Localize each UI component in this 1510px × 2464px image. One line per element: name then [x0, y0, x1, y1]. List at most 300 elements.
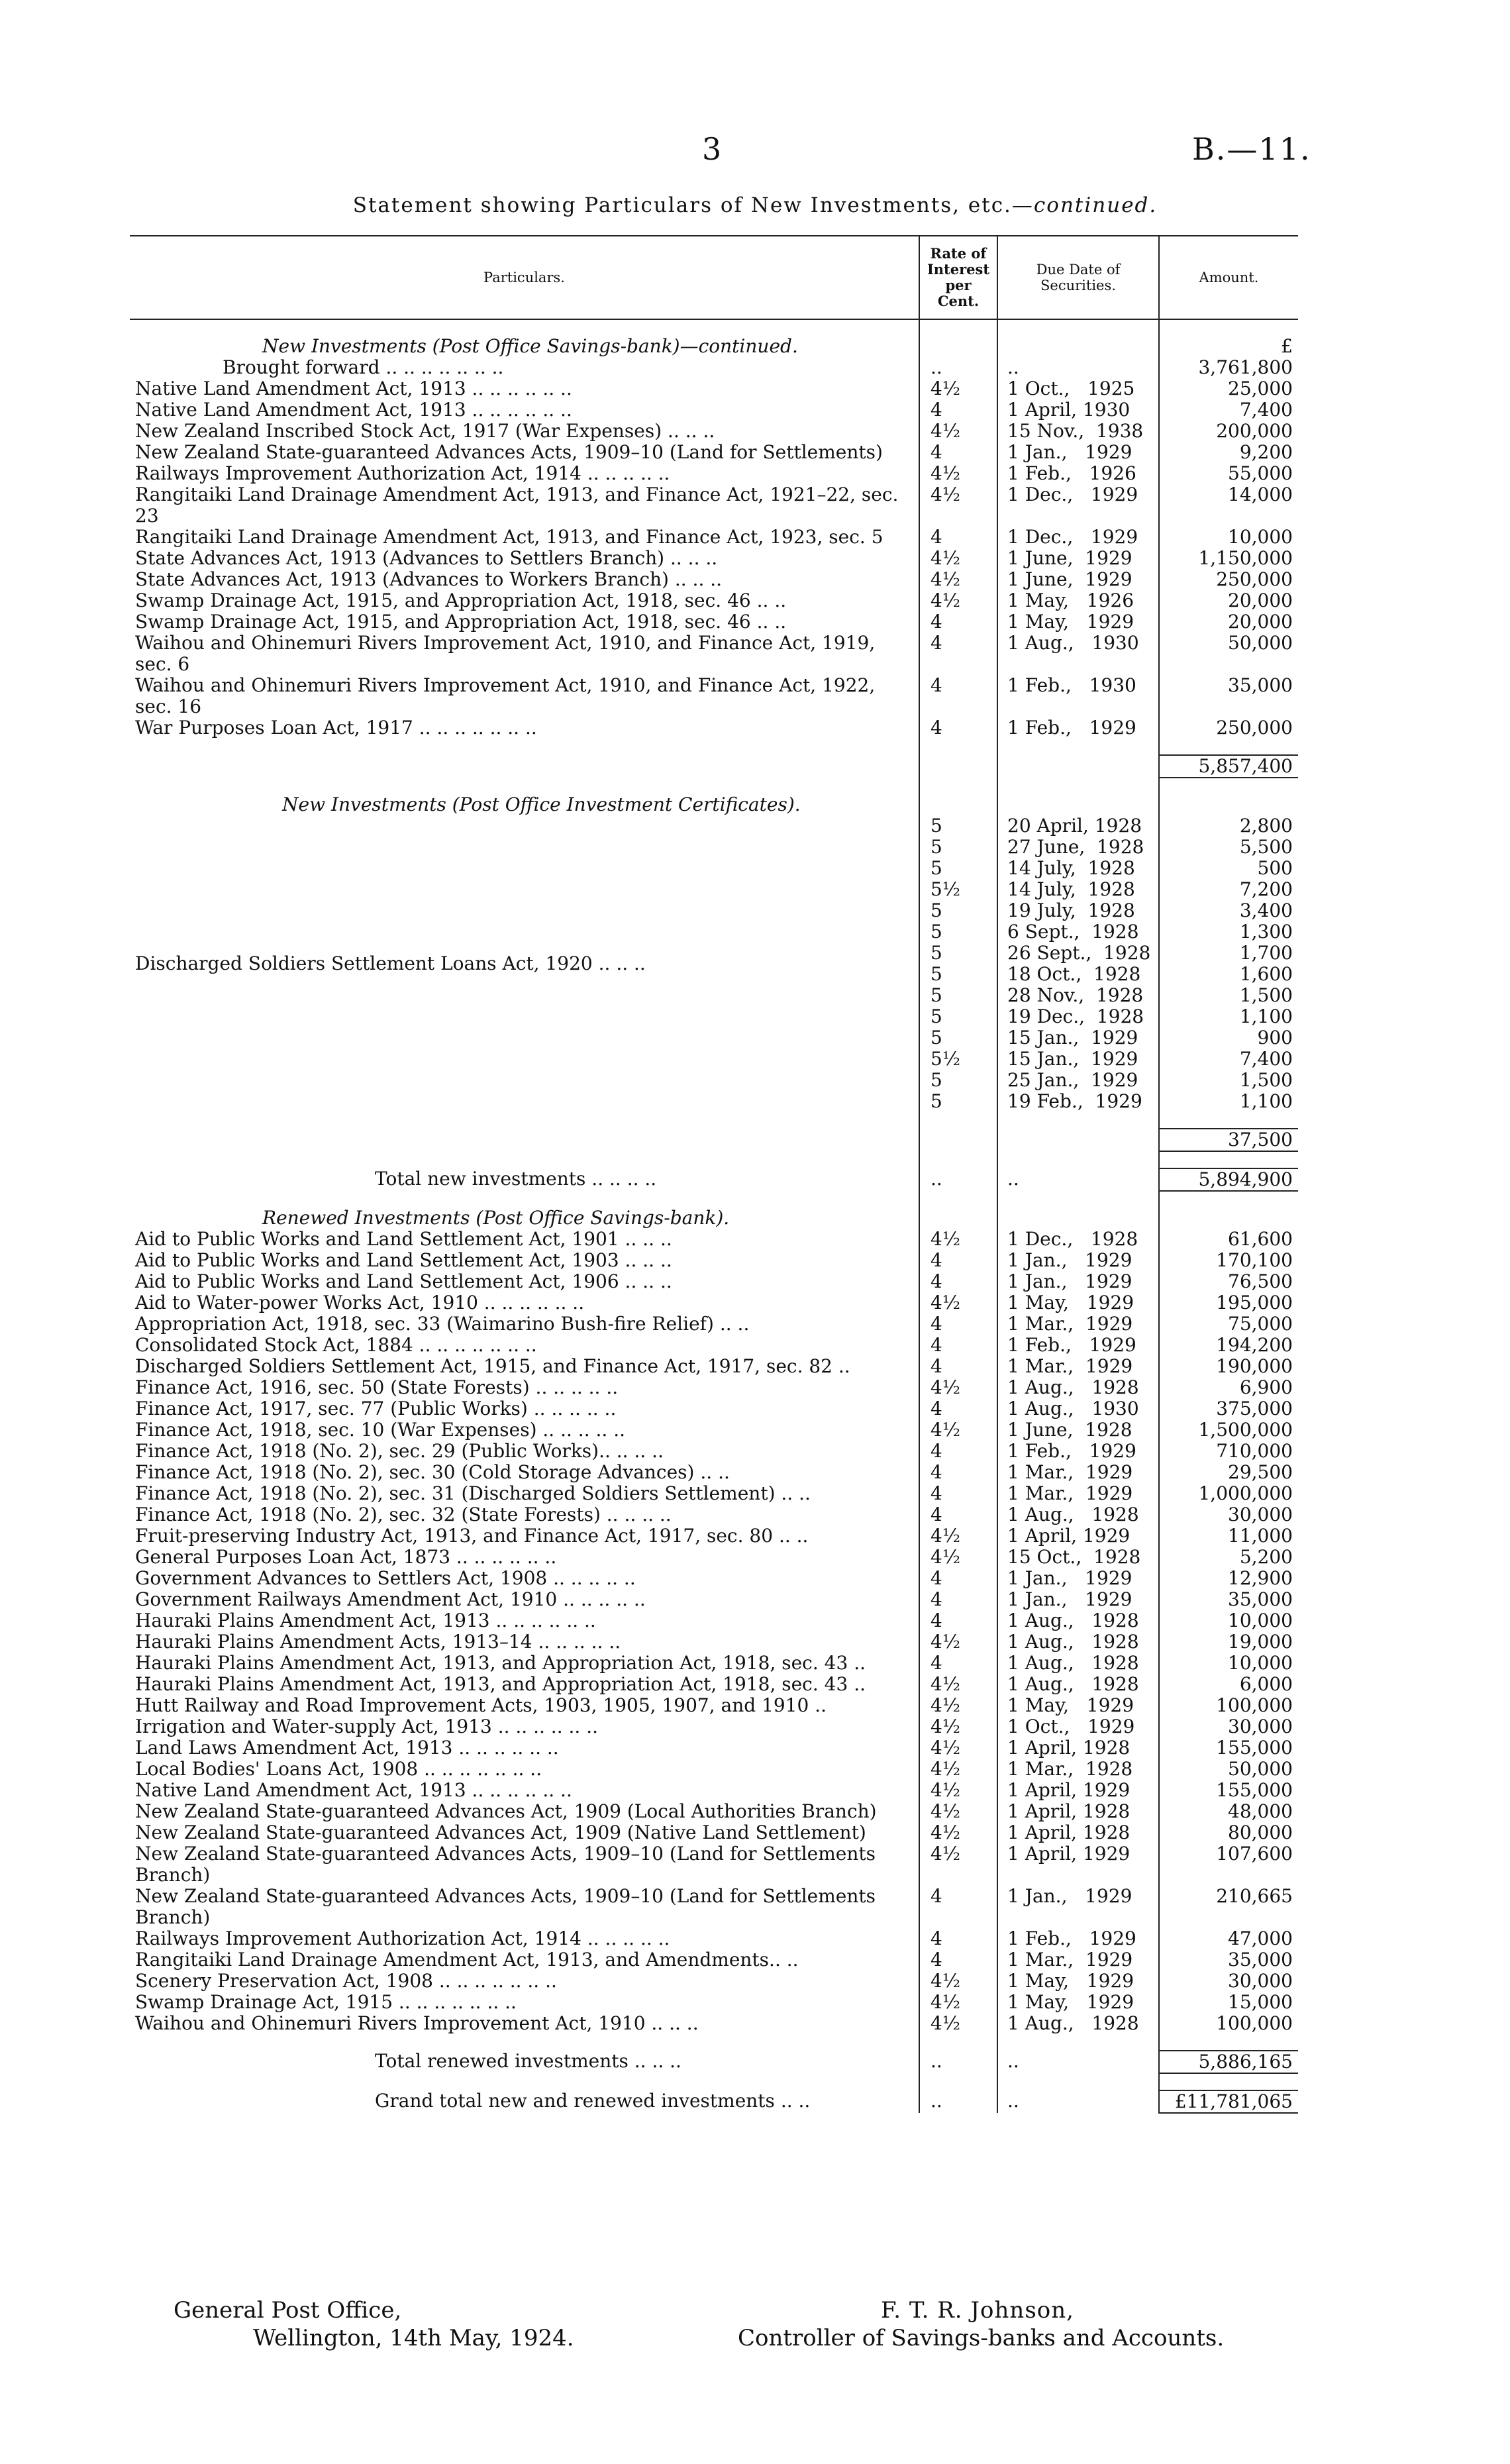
- table-row: [130, 1674, 1298, 1695]
- particulars-cell: War Purposes Loan Act, 1917 .. .. .. .. .. .. ..: [135, 717, 537, 739]
- due-cell: 26 Sept., 1928: [997, 943, 1159, 964]
- particulars-cell: Swamp Drainage Act, 1915, and Appropriation Act, 1918, sec. 46 .. ..: [135, 590, 787, 611]
- particulars-cell: Government Railways Amendment Act, 1910 .. .. .. .. ..: [135, 1588, 646, 1610]
- table-row: [130, 378, 1298, 399]
- section-heading-row: [130, 1207, 1298, 1229]
- table-row: [130, 815, 1298, 837]
- amount-cell: 900: [1159, 1027, 1298, 1049]
- rate-cell: 4½: [919, 378, 997, 399]
- table-row: [130, 548, 1298, 569]
- due-cell: 1 May, 1929: [997, 1992, 1159, 2013]
- particulars-cell: Waihou and Ohinemuri Rivers Improvement Act, 1910, and Finance Act, 1919, sec. 6: [135, 632, 876, 675]
- amount-cell: 1,600: [1159, 964, 1298, 985]
- spacer: [997, 1191, 1159, 1207]
- rate-cell: 4½: [919, 1971, 997, 1992]
- section-heading: New Investments (Post Office Investment Certificates).: [282, 794, 801, 815]
- table-row: [130, 1992, 1298, 2013]
- blank: [997, 755, 1159, 778]
- rate-cell: 4: [919, 1483, 997, 1504]
- rate-cell: 4½: [919, 1716, 997, 1737]
- particulars-cell: Hauraki Plains Amendment Act, 1913, and Appropriation Act, 1918, sec. 43 ..: [135, 1673, 866, 1695]
- due-cell: 15 Jan., 1929: [997, 1027, 1159, 1049]
- spacer: [997, 319, 1159, 336]
- currency-symbol: £: [1159, 336, 1298, 357]
- amount-cell: 55,000: [1159, 463, 1298, 484]
- particulars-cell: Discharged Soldiers Settlement Act, 1915, and Finance Act, 1917, sec. 82 ..: [135, 1355, 850, 1377]
- rate-cell: 4: [919, 442, 997, 463]
- due-cell: 1 Jan., 1929: [997, 1886, 1159, 1928]
- blank: [997, 1129, 1159, 1151]
- blank: [130, 1129, 919, 1151]
- spacer-row: [130, 2034, 1298, 2051]
- rate-cell: 4: [919, 1568, 997, 1589]
- due-cell: 1 Oct., 1929: [997, 1716, 1159, 1737]
- due-cell: 1 Aug., 1928: [997, 1674, 1159, 1695]
- amount-cell: 50,000: [1159, 1759, 1298, 1780]
- amount-cell: [1159, 794, 1298, 815]
- rate-cell: 5: [919, 1070, 997, 1091]
- due-cell: 1 Aug., 1928: [997, 1631, 1159, 1653]
- spacer: [130, 1151, 919, 1168]
- spacer: [1159, 739, 1298, 755]
- due-cell: 1 Mar., 1928: [997, 1759, 1159, 1780]
- rate-cell: 4½: [919, 1525, 997, 1547]
- due-cell: 1 April, 1928: [997, 1737, 1159, 1759]
- due-cell: 1 Dec., 1929: [997, 484, 1159, 527]
- rate-cell: ..: [919, 2051, 997, 2073]
- page-number: 3: [702, 131, 722, 167]
- due-cell: 1 Mar., 1929: [997, 1462, 1159, 1483]
- amount-cell: 50,000: [1159, 633, 1298, 675]
- rate-cell: 4½: [919, 484, 997, 527]
- due-cell: 1 Feb., 1929: [997, 1335, 1159, 1356]
- grand-total-row: [130, 2090, 1298, 2113]
- due-cell: 18 Oct., 1928: [997, 964, 1159, 985]
- rate-cell: [919, 794, 997, 815]
- amount-cell: 155,000: [1159, 1737, 1298, 1759]
- due-cell: 1 Feb., 1930: [997, 675, 1159, 717]
- due-cell: 27 June, 1928: [997, 837, 1159, 858]
- spacer: [1159, 1191, 1298, 1207]
- amount-cell: 10,000: [1159, 1653, 1298, 1674]
- particulars-cell: Swamp Drainage Act, 1915, and Appropriation Act, 1918, sec. 46 .. ..: [135, 611, 787, 633]
- rate-cell: 5: [919, 815, 997, 837]
- particulars-cell: New Zealand State-guaranteed Advances Acts, 1909–10 (Land for Settlements): [135, 441, 883, 463]
- total-new-amount: 5,894,900: [1159, 1168, 1298, 1191]
- rate-cell: 4: [919, 1313, 997, 1335]
- due-cell: 1 May, 1929: [997, 1695, 1159, 1716]
- particulars-cell: Consolidated Stock Act, 1884 .. .. .. .. .. .. ..: [135, 1334, 537, 1356]
- table-row: [130, 1271, 1298, 1292]
- due-cell: 19 Dec., 1928: [997, 1006, 1159, 1027]
- amount-cell: 1,300: [1159, 921, 1298, 943]
- rate-cell: 4½: [919, 1547, 997, 1568]
- rate-cell: 4: [919, 1250, 997, 1271]
- particulars-cell: Native Land Amendment Act, 1913 .. .. .. .. .. ..: [135, 399, 572, 421]
- particulars-cell: New Zealand State-guaranteed Advances Act, 1909 (Local Authorities Branch): [135, 1800, 877, 1822]
- particulars-cell: Native Land Amendment Act, 1913 .. .. .. .. .. ..: [135, 378, 572, 399]
- amount-cell: 1,100: [1159, 1091, 1298, 1112]
- table-row: [130, 1886, 1298, 1928]
- rate-cell: 4½: [919, 1419, 997, 1441]
- amount-cell: 3,761,800: [1159, 357, 1298, 378]
- amount-cell: 80,000: [1159, 1822, 1298, 1843]
- particulars-cell: Hutt Railway and Road Improvement Acts, 1903, 1905, 1907, and 1910 ..: [135, 1694, 827, 1716]
- table-row: [130, 442, 1298, 463]
- spacer: [1159, 1151, 1298, 1168]
- amount-cell: 15,000: [1159, 1992, 1298, 2013]
- rate-cell: 4: [919, 1886, 997, 1928]
- section-heading-row: [130, 794, 1298, 815]
- col-particulars: Particulars.: [130, 236, 919, 319]
- col-amount: Amount.: [1159, 236, 1298, 319]
- table-row: [130, 1356, 1298, 1377]
- rate-cell: 4: [919, 527, 997, 548]
- amount-cell: 30,000: [1159, 1971, 1298, 1992]
- due-cell: 1 June, 1929: [997, 569, 1159, 590]
- rate-cell: 5: [919, 1091, 997, 1112]
- particulars-cell: Rangitaiki Land Drainage Amendment Act, 1913, and Amendments.. ..: [135, 1949, 799, 1971]
- spacer: [130, 778, 919, 794]
- particulars-cell: New Zealand State-guaranteed Advances Acts, 1909–10 (Land for Settlements Branch): [135, 1843, 876, 1886]
- rate-cell: 5: [919, 900, 997, 921]
- rate-cell: 4½: [919, 1695, 997, 1716]
- spacer: [130, 739, 919, 755]
- due-cell: [997, 336, 1159, 357]
- investments-table: [130, 235, 1298, 2114]
- total-renewed-row: [130, 2051, 1298, 2073]
- rate-cell: 4: [919, 1504, 997, 1525]
- particulars-cell: General Purposes Loan Act, 1873 .. .. .. .. .. ..: [135, 1546, 557, 1568]
- amount-cell: 25,000: [1159, 378, 1298, 399]
- amount-cell: [1159, 1207, 1298, 1229]
- due-cell: 1 April, 1929: [997, 1843, 1159, 1886]
- spacer: [919, 1112, 997, 1129]
- table-row: [130, 1759, 1298, 1780]
- rate-cell: 4: [919, 1610, 997, 1631]
- office-date: Wellington, 14th May, 1924.: [253, 2325, 574, 2351]
- subtotal-amount: 37,500: [1159, 1129, 1298, 1151]
- amount-cell: 1,150,000: [1159, 548, 1298, 569]
- amount-cell: 1,700: [1159, 943, 1298, 964]
- table-row: [130, 1695, 1298, 1716]
- subtotal-row: [130, 1129, 1298, 1151]
- amount-cell: 3,400: [1159, 900, 1298, 921]
- particulars-cell: New Zealand State-guaranteed Advances Acts, 1909–10 (Land for Settlements Branch): [135, 1885, 876, 1928]
- amount-cell: 195,000: [1159, 1292, 1298, 1313]
- rate-cell: 4½: [919, 1780, 997, 1801]
- amount-cell: 1,500,000: [1159, 1419, 1298, 1441]
- amount-cell: 47,000: [1159, 1928, 1298, 1949]
- due-cell: 1 Aug., 1928: [997, 2013, 1159, 2034]
- spacer: [997, 739, 1159, 755]
- rate-cell: 4: [919, 1949, 997, 1971]
- rate-cell: 4½: [919, 1292, 997, 1313]
- particulars-cell: Railways Improvement Authorization Act, 1914 .. .. .. .. ..: [135, 462, 670, 484]
- due-cell: 15 Jan., 1929: [997, 1049, 1159, 1070]
- particulars-cell: Swamp Drainage Act, 1915 .. .. .. .. .. .. ..: [135, 1991, 517, 2013]
- due-cell: 14 July, 1928: [997, 879, 1159, 900]
- table-row: [130, 1653, 1298, 1674]
- amount-cell: 7,200: [1159, 879, 1298, 900]
- amount-cell: 10,000: [1159, 527, 1298, 548]
- table-row: [130, 569, 1298, 590]
- table-row: [130, 1737, 1298, 1759]
- amount-cell: 75,000: [1159, 1313, 1298, 1335]
- due-cell: 1 May, 1929: [997, 611, 1159, 633]
- due-cell: 1 June, 1929: [997, 548, 1159, 569]
- total-renewed-amount: 5,886,165: [1159, 2051, 1298, 2073]
- spacer: [1159, 778, 1298, 794]
- due-cell: 1 May, 1929: [997, 1971, 1159, 1992]
- table-row: [130, 1398, 1298, 1419]
- amount-cell: 100,000: [1159, 2013, 1298, 2034]
- rate-cell: 4: [919, 717, 997, 739]
- blank: [130, 755, 919, 778]
- due-cell: 1 Mar., 1929: [997, 1356, 1159, 1377]
- amount-cell: 1,500: [1159, 985, 1298, 1006]
- due-cell: 1 April, 1928: [997, 1822, 1159, 1843]
- due-cell: 1 Jan., 1929: [997, 1589, 1159, 1610]
- subtotal-row: [130, 755, 1298, 778]
- rate-cell: 5: [919, 921, 997, 943]
- due-cell: 1 Mar., 1929: [997, 1483, 1159, 1504]
- table-header-row: [130, 236, 1298, 319]
- rate-cell: 4: [919, 675, 997, 717]
- rate-cell: 4½: [919, 2013, 997, 2034]
- due-cell: 1 Aug., 1928: [997, 1504, 1159, 1525]
- table-row: [130, 1335, 1298, 1356]
- rate-cell: 4: [919, 1335, 997, 1356]
- spacer-row: [130, 2073, 1298, 2090]
- particulars-cell: Finance Act, 1918 (No. 2), sec. 29 (Public Works).. .. .. ..: [135, 1440, 664, 1462]
- table-row: [130, 484, 1298, 527]
- particulars-cell: Land Laws Amendment Act, 1913 .. .. .. .. .. ..: [135, 1737, 559, 1759]
- amount-cell: 190,000: [1159, 1356, 1298, 1377]
- rate-cell: ..: [919, 1168, 997, 1191]
- amount-cell: 29,500: [1159, 1462, 1298, 1483]
- spacer: [130, 1191, 919, 1207]
- due-cell: 25 Jan., 1929: [997, 1070, 1159, 1091]
- particulars-cell: New Zealand Inscribed Stock Act, 1917 (War Expenses) .. .. ..: [135, 420, 715, 442]
- grand-total-amount: £11,781,065: [1159, 2090, 1298, 2113]
- particulars-cell: Finance Act, 1918, sec. 10 (War Expenses) .. .. .. .. ..: [135, 1419, 626, 1441]
- amount-cell: 170,100: [1159, 1250, 1298, 1271]
- rate-cell: [919, 1207, 997, 1229]
- due-cell: 1 Aug., 1928: [997, 1610, 1159, 1631]
- particulars-cell: State Advances Act, 1913 (Advances to Settlers Branch) .. .. ..: [135, 547, 718, 569]
- brought-forward-label: Brought forward .. .. .. .. .. .. ..: [223, 356, 504, 378]
- amount-cell: 1,500: [1159, 1070, 1298, 1091]
- particulars-cell: Aid to Public Works and Land Settlement Act, 1901 .. .. ..: [135, 1228, 672, 1250]
- rate-cell: 4: [919, 1271, 997, 1292]
- rate-cell: 4: [919, 399, 997, 421]
- table-row: [130, 1822, 1298, 1843]
- blank: [919, 755, 997, 778]
- rate-cell: 4: [919, 1441, 997, 1462]
- title-continued: continued.: [1033, 193, 1158, 217]
- due-cell: [997, 794, 1159, 815]
- table-row: [130, 717, 1298, 739]
- amount-cell: 6,000: [1159, 1674, 1298, 1695]
- amount-cell: 12,900: [1159, 1568, 1298, 1589]
- total-new-label: Total new investments .. .. .. ..: [375, 1168, 657, 1190]
- rate-cell: 5½: [919, 879, 997, 900]
- spacer: [997, 778, 1159, 794]
- amount-cell: 500: [1159, 858, 1298, 879]
- table-row: [130, 1250, 1298, 1271]
- amount-cell: 35,000: [1159, 675, 1298, 717]
- table-row: [130, 633, 1298, 675]
- section-heading: New Investments (Post Office Savings-bank)—continued.: [262, 335, 798, 357]
- due-cell: 1 Aug., 1928: [997, 1653, 1159, 1674]
- due-cell: 1 Feb., 1926: [997, 463, 1159, 484]
- rate-cell: 4½: [919, 569, 997, 590]
- spacer: [130, 2034, 919, 2051]
- table-row: [130, 527, 1298, 548]
- rate-cell: 4: [919, 1398, 997, 1419]
- rate-cell: 4½: [919, 463, 997, 484]
- amount-cell: 20,000: [1159, 590, 1298, 611]
- table-row: [130, 1971, 1298, 1992]
- amount-cell: 375,000: [1159, 1398, 1298, 1419]
- amount-cell: 1,100: [1159, 1006, 1298, 1027]
- col-due-date: Due Date of Securities.: [997, 236, 1159, 319]
- amount-cell: 30,000: [1159, 1504, 1298, 1525]
- rate-cell: 4½: [919, 590, 997, 611]
- particulars-cell: Fruit-preserving Industry Act, 1913, and Finance Act, 1917, sec. 80 .. ..: [135, 1525, 809, 1547]
- table-row: [130, 1949, 1298, 1971]
- due-cell: 28 Nov., 1928: [997, 985, 1159, 1006]
- rate-cell: 5: [919, 858, 997, 879]
- table-row: [130, 1780, 1298, 1801]
- amount-cell: 35,000: [1159, 1589, 1298, 1610]
- particulars-cell: Railways Improvement Authorization Act, 1914 .. .. .. .. ..: [135, 1927, 670, 1949]
- spacer: [130, 1112, 919, 1129]
- spacer: [919, 2034, 997, 2051]
- due-cell: ..: [997, 2090, 1159, 2113]
- particulars-cell: Government Advances to Settlers Act, 1908 .. .. .. .. ..: [135, 1567, 636, 1589]
- amount-cell: 250,000: [1159, 569, 1298, 590]
- spacer-row: [130, 1191, 1298, 1207]
- due-cell: 1 May, 1926: [997, 590, 1159, 611]
- due-cell: 1 April, 1929: [997, 1780, 1159, 1801]
- amount-cell: 7,400: [1159, 1049, 1298, 1070]
- amount-cell: 710,000: [1159, 1441, 1298, 1462]
- due-cell: ..: [997, 2051, 1159, 2073]
- amount-cell: 14,000: [1159, 484, 1298, 527]
- due-cell: 1 Mar., 1929: [997, 1949, 1159, 1971]
- particulars-cell: Aid to Public Works and Land Settlement Act, 1903 .. .. ..: [135, 1249, 672, 1271]
- particulars-cell: State Advances Act, 1913 (Advances to Workers Branch) .. .. ..: [135, 568, 723, 590]
- due-cell: 1 Dec., 1928: [997, 1229, 1159, 1250]
- table-row: [130, 421, 1298, 442]
- amount-cell: 6,900: [1159, 1377, 1298, 1398]
- due-cell: 1 Jan., 1929: [997, 1250, 1159, 1271]
- due-cell: ..: [997, 1168, 1159, 1191]
- particulars-cell: Local Bodies' Loans Act, 1908 .. .. .. .. .. .. ..: [135, 1758, 542, 1780]
- due-cell: 19 July, 1928: [997, 900, 1159, 921]
- particulars-cell: Hauraki Plains Amendment Acts, 1913–14 .. .. .. .. ..: [135, 1631, 621, 1653]
- spacer: [997, 2073, 1159, 2090]
- amount-cell: 100,000: [1159, 1695, 1298, 1716]
- particulars-cell: Hauraki Plains Amendment Act, 1913, and Appropriation Act, 1918, sec. 43 ..: [135, 1652, 866, 1674]
- table-row: [130, 1377, 1298, 1398]
- spacer: [1159, 1112, 1298, 1129]
- rate-cell: 4: [919, 1928, 997, 1949]
- rate-cell: 4½: [919, 1737, 997, 1759]
- particulars-cell: Appropriation Act, 1918, sec. 33 (Waimarino Bush-fire Relief) .. ..: [135, 1313, 750, 1335]
- table-row: [130, 1441, 1298, 1462]
- amount-cell: 20,000: [1159, 611, 1298, 633]
- table-row: [130, 1547, 1298, 1568]
- rate-cell: 4: [919, 1653, 997, 1674]
- rate-cell: 4: [919, 1589, 997, 1610]
- table-row: [130, 1313, 1298, 1335]
- office-name: General Post Office,: [174, 2297, 402, 2324]
- due-cell: 15 Oct., 1928: [997, 1547, 1159, 1568]
- section-heading-row: [130, 336, 1298, 357]
- spacer-row: [130, 319, 1298, 336]
- particulars-cell: Rangitaiki Land Drainage Amendment Act, 1913, and Finance Act, 1923, sec. 5: [135, 526, 883, 548]
- spacer-row: [130, 778, 1298, 794]
- amount-cell: 76,500: [1159, 1271, 1298, 1292]
- due-cell: 14 July, 1928: [997, 858, 1159, 879]
- rate-cell: 5: [919, 1006, 997, 1027]
- table-row: [130, 1716, 1298, 1737]
- rate-cell: 5: [919, 943, 997, 964]
- rate-cell: 5: [919, 837, 997, 858]
- due-cell: 1 April, 1928: [997, 1801, 1159, 1822]
- brought-forward-row: [130, 357, 1298, 378]
- particulars-cell: Irrigation and Water-supply Act, 1913 .. .. .. .. .. ..: [135, 1716, 599, 1737]
- particulars-cell: Finance Act, 1918 (No. 2), sec. 30 (Cold Storage Advances) .. ..: [135, 1461, 730, 1483]
- signatory-name: F. T. R. Johnson,: [881, 2297, 1074, 2324]
- due-cell: 1 Dec., 1929: [997, 527, 1159, 548]
- amount-cell: 35,000: [1159, 1949, 1298, 1971]
- spacer: [919, 1191, 997, 1207]
- due-cell: 1 June, 1928: [997, 1419, 1159, 1441]
- particulars-cell: Discharged Soldiers Settlement Loans Act, 1920 .. .. ..: [135, 952, 646, 974]
- rate-cell: 5: [919, 1027, 997, 1049]
- table-row: [130, 1928, 1298, 1949]
- due-cell: 1 Aug., 1928: [997, 1377, 1159, 1398]
- rate-cell: [919, 336, 997, 357]
- particulars-cell: Rangitaiki Land Drainage Amendment Act, 1913, and Finance Act, 1921–22, sec. 23: [135, 484, 899, 527]
- due-cell: 19 Feb., 1929: [997, 1091, 1159, 1112]
- table-row: [130, 463, 1298, 484]
- particulars-cell: Scenery Preservation Act, 1908 .. .. .. .. .. .. ..: [135, 1970, 557, 1992]
- due-cell: 6 Sept., 1928: [997, 921, 1159, 943]
- spacer: [997, 1151, 1159, 1168]
- rate-cell: 4½: [919, 1822, 997, 1843]
- table-row: [130, 1843, 1298, 1886]
- signatory-title: Controller of Savings-banks and Accounts.: [738, 2325, 1225, 2351]
- amount-cell: 1,000,000: [1159, 1483, 1298, 1504]
- rate-cell: 4½: [919, 1631, 997, 1653]
- particulars-cell: Finance Act, 1916, sec. 50 (State Forests) .. .. .. .. ..: [135, 1376, 619, 1398]
- due-cell: 1 May, 1929: [997, 1292, 1159, 1313]
- due-cell: [997, 1207, 1159, 1229]
- spacer: [1159, 2034, 1298, 2051]
- table-row: [130, 611, 1298, 633]
- table-row: [130, 1568, 1298, 1589]
- rate-cell: 4: [919, 611, 997, 633]
- rate-cell: 4: [919, 633, 997, 675]
- rate-cell: 4: [919, 1356, 997, 1377]
- due-cell: 1 Jan., 1929: [997, 442, 1159, 463]
- amount-cell: 107,600: [1159, 1843, 1298, 1886]
